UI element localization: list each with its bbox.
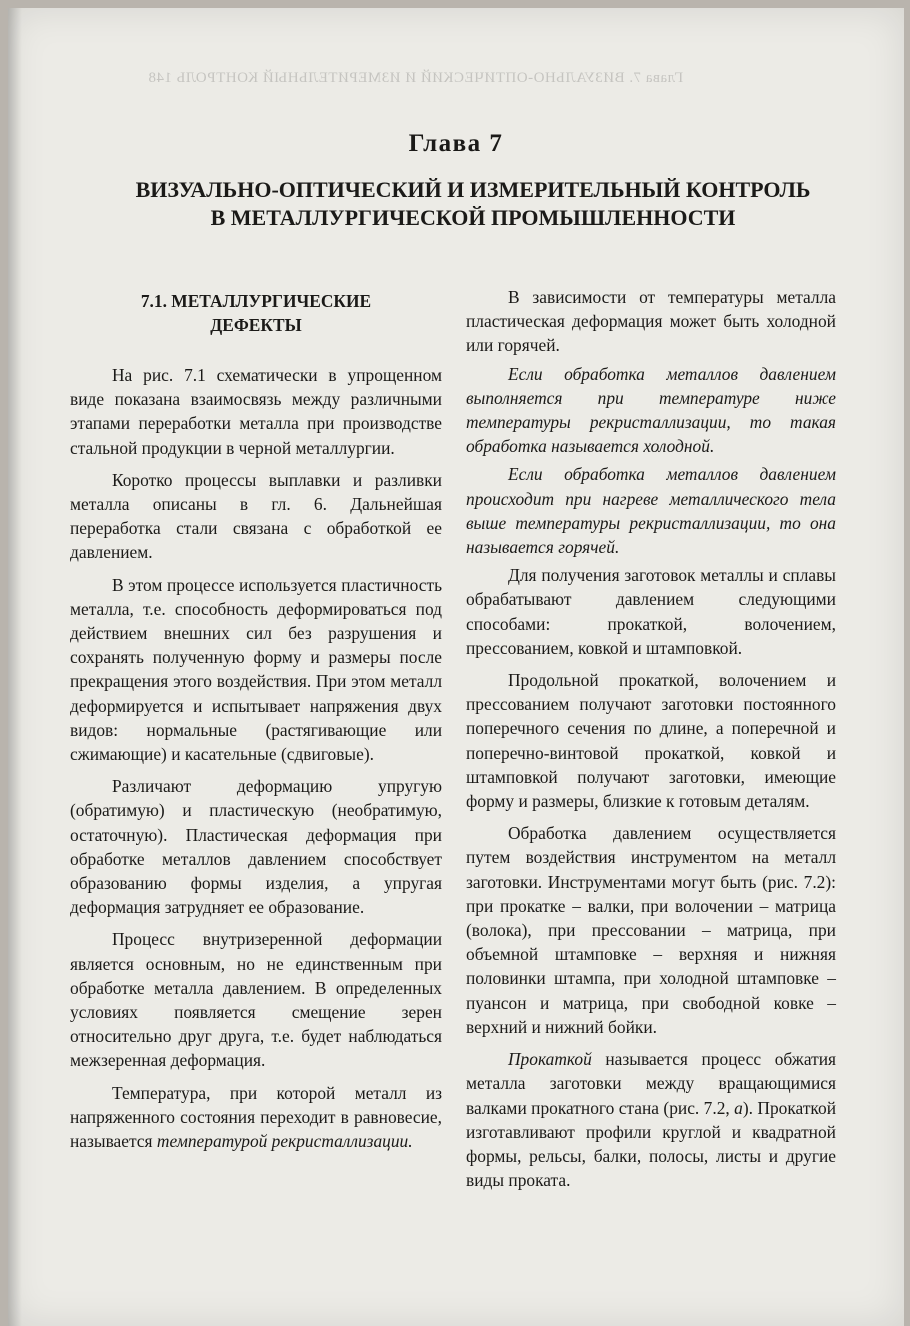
chapter-number: Глава 7 (408, 130, 504, 157)
paragraph-text: ). Прокаткой изготавливают профили круглой и квадратной формы, рельсы, балки, полосы, листы и другие виды проката. (466, 1097, 836, 1191)
paragraph: На рис. 7.1 схематически в упрощенном виде показана взаимосвязь между различными этапами переработки металла при производстве стальной продукции в черной металлургии. (70, 365, 442, 458)
paragraph: Процесс внутризеренной деформации является основным, но не единственным при обработке металла давлением. В определенных условиях появляется смещение зерен относительно друг друга, т.е. будет наблюдаться межзеренная деформация. (70, 929, 442, 1071)
figure-ref-letter: а (734, 1097, 743, 1118)
section-heading-line-2: ДЕФЕКТЫ (210, 315, 302, 335)
section-heading-line-1: 7.1. МЕТАЛЛУРГИЧЕСКИЕ (140, 291, 372, 311)
paragraph: В зависимости от температуры металла пластическая деформация может быть холодной или горячей. (466, 287, 836, 356)
paragraph-text: называется процесс обжатия металла заготовки между вращающимися валками прокатного стана (рис. 7.2, (466, 1049, 836, 1118)
paragraph-text: Температура, при которой металл из напряженного состояния переходит в равновесие, называется (70, 1082, 442, 1152)
paragraph: Обработка давлением осуществляется путем воздействия инструментом на металл заготовки. Инструментами могут быть (рис. 7.2): при прокатке – валки, при волочении – матрица (волока), при прессовании – матрица, при объемной штамповке – верхняя и нижняя половинки штампа, при холодной штамповке – пуансон и матрица, при свободной ковке – верхний и нижний бойки. (466, 823, 836, 1037)
paragraph (466, 1047, 836, 1192)
paragraph: Для получения заготовок металлы и сплавы обрабатывают давлением следующими способами: прокаткой, волочением, прессованием, ковкой и штамповкой. (466, 565, 836, 658)
chapter-title (128, 176, 818, 232)
definition-hot-working: Если обработка металлов давлением происходит при нагреве металлического тела выше температуры рекристаллизации, то она называется горячей. (466, 464, 836, 558)
chapter-title-line-1: ВИЗУАЛЬНО-ОПТИЧЕСКИЙ И ИЗМЕРИТЕЛЬНЫЙ КОНТРОЛЬ (135, 177, 811, 202)
term-recrystallization-temperature: температурой рекристаллизации. (156, 1131, 413, 1152)
left-column (70, 285, 442, 1161)
paragraph: Различают деформацию упругую (обратимую) и пластическую (необратимую, остаточную). Пластическая деформация при обработке металлов давлением способствует образованию формы изделия, а упругая деформация затрудняет ее образование. (70, 776, 442, 918)
right-column (466, 285, 836, 1200)
term-rolling: Прокаткой (508, 1049, 592, 1070)
paragraph (70, 1081, 442, 1154)
definition-cold-working: Если обработка металлов давлением выполняется при температуре ниже температуры рекристаллизации, то такая обработка называется холодной. (466, 363, 836, 457)
paragraph: Коротко процессы выплавки и разливки металла описаны в гл. 6. Дальнейшая переработка стали связана с обработкой ее давлением. (70, 469, 442, 563)
bleed-through-header: Глава 7. ВИЗУАЛЬНО-ОПТИЧЕСКИЙ И ИЗМЕРИТЕЛЬНЫЙ КОНТРОЛЬ 148 (148, 70, 684, 86)
section-heading (70, 289, 442, 337)
paragraph: В этом процессе используется пластичность металла, т.е. способность деформироваться под действием внешних сил без разрушения и сохранять полученную форму и размеры после прекращения этого воздействия. При этом металл деформируется и испытывает напряжения двух видов: нормальные (растягивающие или сжимающие) и касательные (сдвиговые). (70, 574, 442, 765)
paragraph: Продольной прокаткой, волочением и прессованием получают заготовки постоянного поперечного сечения по длине, а поперечной и поперечно-винтовой прокаткой, ковкой и штамповкой получают заготовки, имеющие форму и размеры, близкие к готовым деталям. (466, 670, 836, 812)
chapter-title-line-2: В МЕТАЛЛУРГИЧЕСКОЙ ПРОМЫШЛЕННОСТИ (210, 205, 736, 230)
book-page (8, 8, 904, 1326)
